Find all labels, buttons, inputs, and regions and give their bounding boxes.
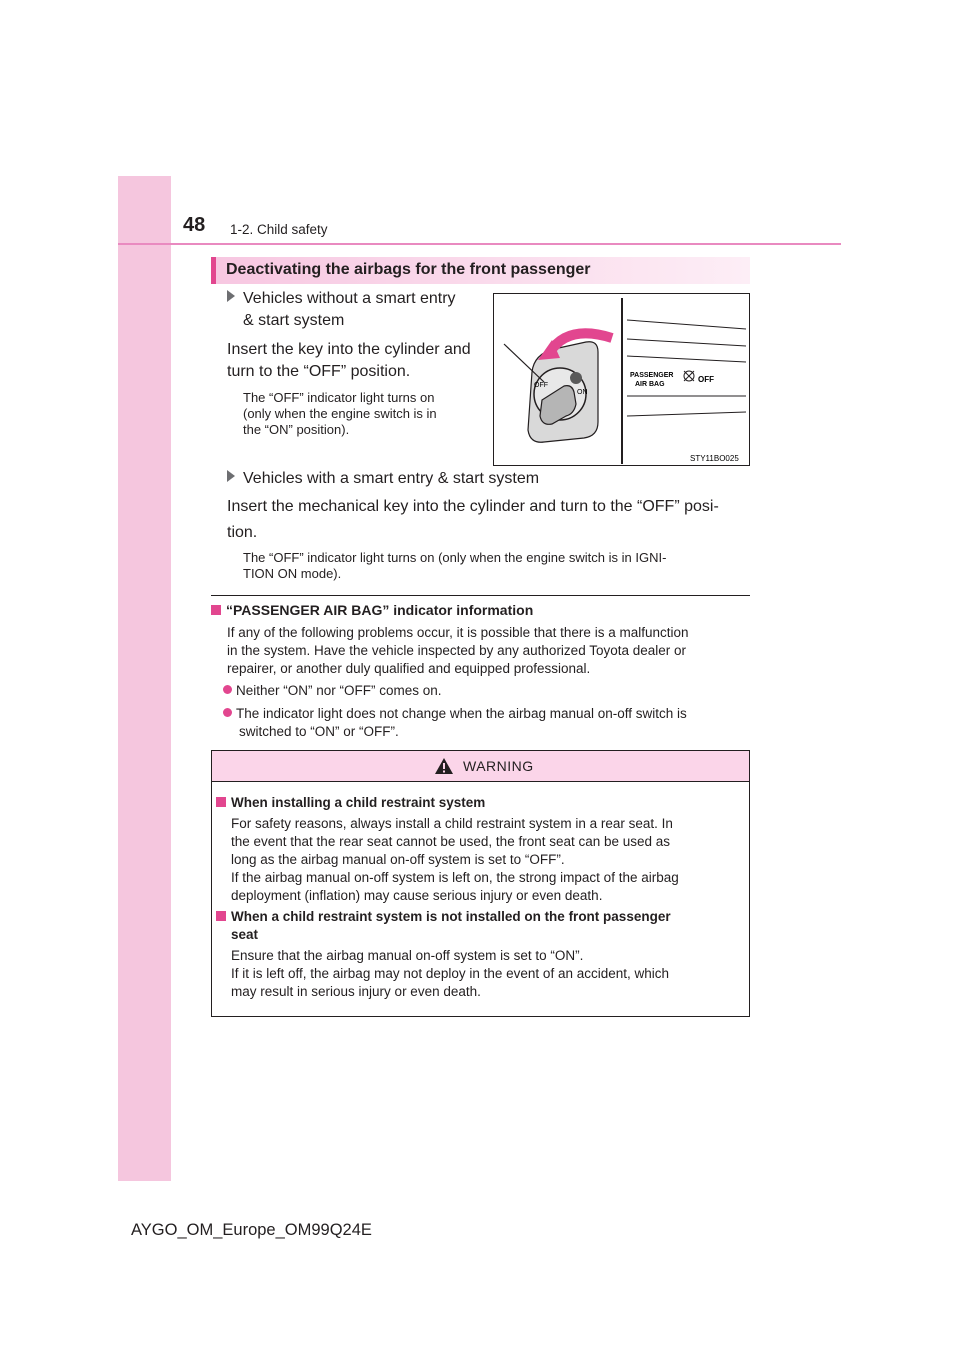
info-list-item: The indicator light does not change when the airbag manual on-off switch is	[223, 706, 687, 721]
warning-text: If it is left off, the airbag may not deploy in the event of an accident, which	[231, 966, 670, 981]
header-rule	[118, 243, 841, 245]
svg-text:ON: ON	[577, 389, 588, 396]
svg-text:STY11BO025: STY11BO025	[690, 454, 739, 463]
square-bullet-icon	[216, 797, 226, 807]
info-paragraph: in the system. Have the vehicle inspected by any authorized Toyota dealer or	[227, 643, 687, 658]
info-list-item-cont: switched to “ON” or “OFF”.	[239, 724, 399, 739]
arrow-bullet-icon	[227, 470, 235, 482]
dot-bullet-icon	[223, 708, 232, 717]
note-line: the “ON” position).	[243, 422, 350, 437]
note-line: The “OFF” indicator light turns on	[243, 390, 435, 405]
svg-text:PASSENGER: PASSENGER	[630, 372, 674, 379]
info-title: “PASSENGER AIR BAG” indicator information	[211, 603, 533, 618]
svg-text:OFF: OFF	[698, 375, 714, 384]
instruction-line: Insert the mechanical key into the cylinder and turn to the “OFF” posi-	[227, 498, 719, 515]
warning-subtitle: When installing a child restraint system	[216, 795, 485, 810]
bullet-smart-entry: Vehicles with a smart entry & start system	[227, 467, 539, 491]
heading-bar	[211, 257, 750, 284]
page-number: 48	[183, 214, 206, 236]
airbag-off-icon	[684, 371, 694, 381]
dot-bullet-icon	[223, 685, 232, 694]
warning-triangle-icon	[434, 757, 454, 775]
airbag-switch-figure	[493, 293, 750, 466]
instruction-line: turn to the “OFF” position.	[227, 363, 411, 380]
warning-text: long as the airbag manual on-off system is set to “OFF”.	[231, 852, 565, 867]
warning-text: Ensure that the airbag manual on-off system is set to “ON”.	[231, 948, 584, 963]
bullet-no-smart-entry-cont: & start system	[243, 312, 345, 329]
square-bullet-icon	[216, 911, 226, 921]
note-line: The “OFF” indicator light turns on (only when the engine switch is in IGNI-	[243, 550, 667, 565]
instruction-line: Insert the key into the cylinder and	[227, 341, 471, 358]
warning-text: If the airbag manual on-off system is left on, the strong impact of the airbag	[231, 870, 679, 885]
note-line: TION ON mode).	[243, 566, 342, 581]
arrow-bullet-icon	[227, 290, 235, 302]
warning-text: deployment (inflation) may cause serious injury or even death.	[231, 888, 603, 903]
section-divider	[211, 595, 750, 596]
square-bullet-icon	[211, 605, 221, 615]
section-title: 1-2. Child safety	[230, 222, 328, 237]
key-switch-illustration	[494, 294, 749, 465]
warning-header	[212, 751, 749, 782]
warning-subtitle: When a child restraint system is not installed on the front passenger	[216, 909, 671, 924]
info-paragraph: If any of the following problems occur, it is possible that there is a malfunction	[227, 625, 689, 640]
svg-text:AIR BAG: AIR BAG	[635, 381, 665, 388]
warning-box	[211, 750, 750, 1017]
warning-text: the event that the rear seat cannot be used, the front seat can be used as	[231, 834, 671, 849]
warning-subtitle-cont: seat	[231, 927, 259, 942]
warning-label: WARNING	[463, 758, 534, 774]
warning-text: For safety reasons, always install a child restraint system in a rear seat. In	[231, 816, 673, 831]
warning-text: may result in serious injury or even death.	[231, 984, 481, 999]
bullet-no-smart-entry: Vehicles without a smart entry	[227, 287, 456, 311]
on-lamp-icon	[570, 372, 582, 384]
svg-text:OFF: OFF	[534, 382, 548, 389]
instruction-line: tion.	[227, 524, 258, 541]
info-paragraph: repairer, or another duly qualified and equipped professional.	[227, 661, 591, 676]
document-footer: AYGO_OM_Europe_OM99Q24E	[131, 1221, 372, 1239]
chapter-sidebar-tab	[118, 176, 171, 1181]
heading-text: Deactivating the airbags for the front passenger	[226, 261, 591, 278]
note-line: (only when the engine switch is in	[243, 406, 437, 421]
info-list-item: Neither “ON” nor “OFF” comes on.	[223, 683, 442, 698]
